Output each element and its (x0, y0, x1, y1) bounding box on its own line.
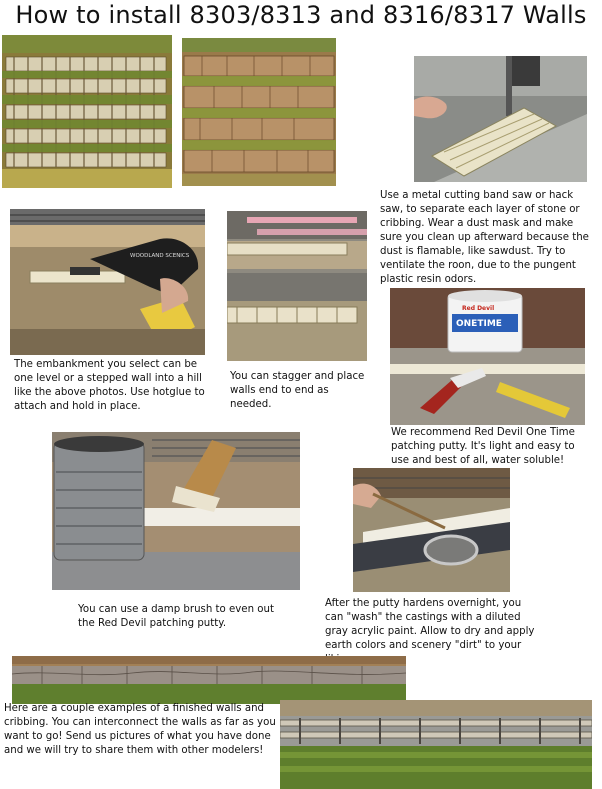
finished-caption: Here are a couple examples of a finished walls and cribbing. You can interconnect the walls as far as you want to go! Send us pictures of what you have done and we will try to share them with other modelers! (4, 703, 276, 756)
putty-brand-label: Red Devil (462, 305, 495, 312)
band-saw-photo (414, 56, 587, 182)
page-title: How to install 8303/8313 and 8316/8317 Walls (15, 1, 587, 29)
stagger-caption: You can stagger and place walls end to end as needed. (230, 371, 365, 410)
putty-caption: We recommend Red Devil One Time patching putty. It's light and easy to use and best of all, water soluble! (391, 427, 575, 466)
cribbing-wall-photo (2, 35, 172, 188)
finished-cribbing-photo (280, 700, 592, 789)
putty-name-label: ONETIME (456, 319, 502, 329)
damp-brush-photo (52, 432, 300, 590)
band-saw-caption: Use a metal cutting band saw or hack saw, to separate each layer of stone or cribbing. Wear a dust mask and make sure you clean up afterward because the dust is flamable, like sawdust. Try to ventilate the roon, due to the pungent plastic resin odors. (380, 190, 589, 285)
putty-bucket-photo (390, 288, 585, 425)
stagger-walls-photo (227, 211, 367, 361)
damp-brush-caption: You can use a damp brush to even out the Red Devil patching putty. (78, 604, 274, 629)
finished-wall-photo (12, 656, 406, 704)
stone-wall-photo (182, 38, 336, 186)
wash-caption: After the putty hardens overnight, you can "wash" the castings with a diluted gray acrylic paint. Allow to dry and apply earth colors and scenery "dirt" to your (325, 598, 535, 651)
wash-castings-photo (353, 468, 510, 592)
embankment-caption: The embankment you select can be one level or a stepped wall into a hill like the above photos. Use hotglue to attach and hold in place. (14, 359, 205, 412)
hot-glue-photo (10, 209, 205, 355)
glue-gun-brand-label: WOODLAND SCENICS (130, 253, 190, 259)
